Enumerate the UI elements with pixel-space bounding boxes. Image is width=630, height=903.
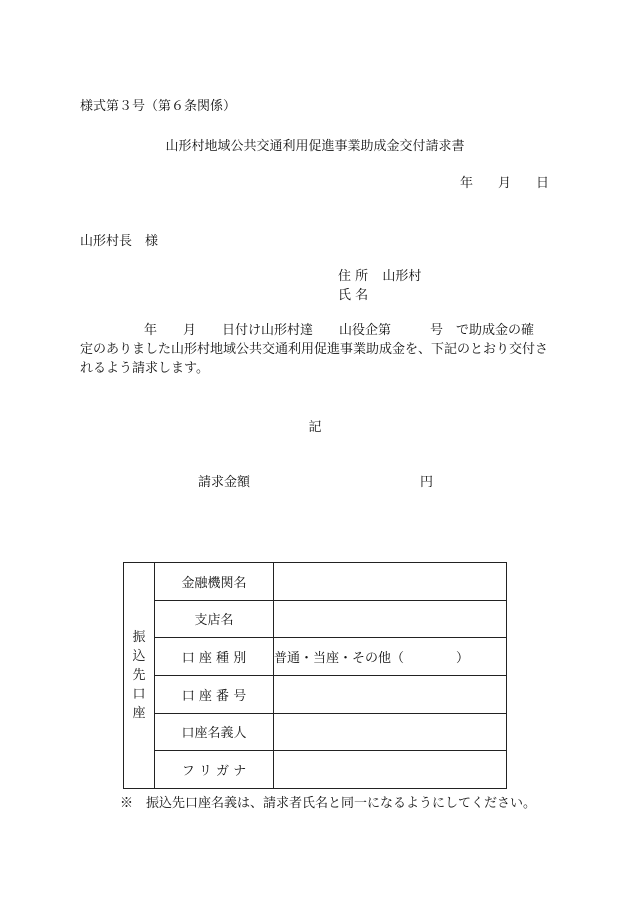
date-month: 月 [498,176,512,191]
body-line-1: 年 月 日付け山形村達 山役企第 号 で助成金の確 [144,323,535,338]
furigana-label: フ リ ガ ナ [155,751,274,789]
body-line-3: れるよう請求します。 [80,361,209,376]
addressee: 山形村長 様 [80,234,159,249]
amount-unit: 円 [420,475,434,490]
amount-label: 請求金額 [198,475,251,490]
address-label: 住 所 [338,269,369,284]
address-line [338,265,421,284]
form-number: 様式第３号（第６条関係） [80,99,237,114]
account-number-label: 口 座 番 号 [155,675,274,713]
account-holder-label: 口座名義人 [155,713,274,751]
bank-name-field[interactable] [274,563,507,601]
branch-name-label: 支店名 [155,600,274,638]
account-type-label: 口 座 種 別 [155,638,274,676]
name-label: 氏 名 [338,288,369,303]
account-number-field[interactable] [274,675,507,713]
body-line-2: 定のありました山形村地域公共交通利用促進事業助成金を、下記のとおり交付さ [80,342,549,357]
account-type-field[interactable]: 普通・当座・その他（ ） [274,638,507,676]
transfer-account-header: 振 込 先 口 座 [124,563,155,789]
account-holder-field[interactable] [274,713,507,751]
document-title: 山形村地域公共交通利用促進事業助成金交付請求書 [165,139,465,154]
name-line [338,284,368,303]
address-value: 山形村 [382,269,422,284]
bank-name-label: 金融機関名 [155,563,274,601]
bank-account-table [123,562,507,789]
furigana-field[interactable] [274,751,507,789]
date-line [460,172,549,191]
request-body [80,321,550,378]
date-year: 年 [460,176,474,191]
date-day: 日 [536,176,550,191]
account-name-note: ※ 振込先口座名義は、請求者氏名と同一になるようにしてください。 [120,796,537,811]
branch-name-field[interactable] [274,600,507,638]
ki-heading: 記 [308,420,322,435]
